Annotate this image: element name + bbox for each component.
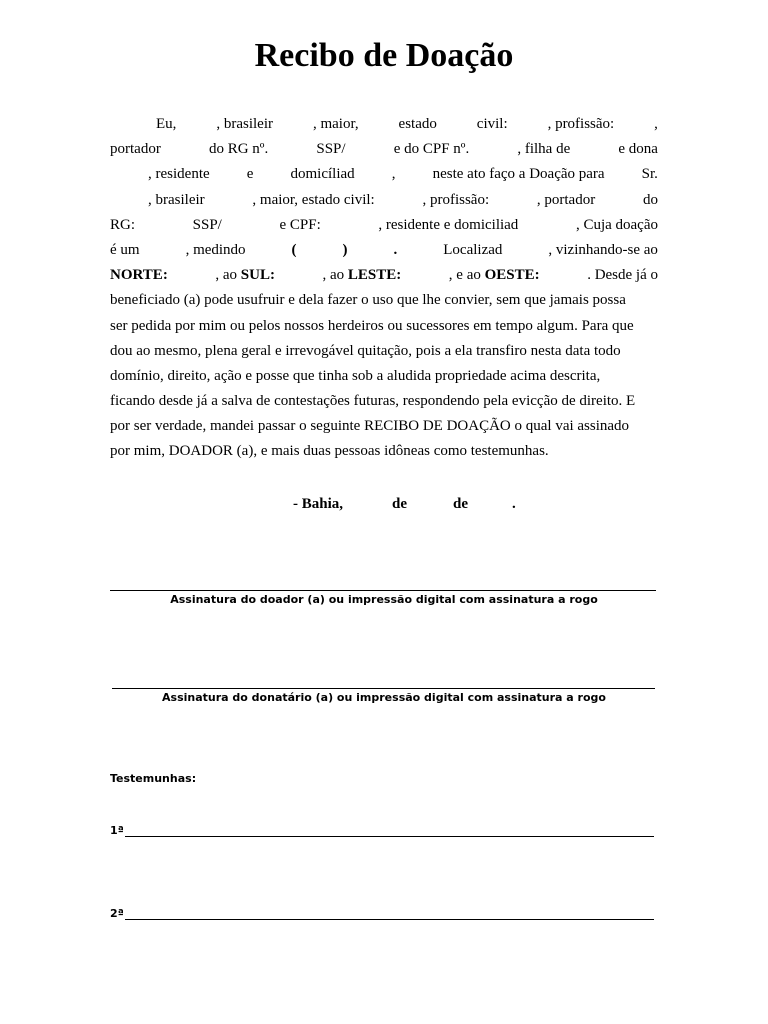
witnesses-label: Testemunhas: [110,772,197,785]
body-line: por mim, DOADOR (a), e mais duas pessoas idôneas como testemunhas. [110,443,549,460]
body-line: ser pedida por mim ou pelos nossos herdeiros ou sucessores em tempo algum. Para que [110,317,634,334]
body-line: dou ao mesmo, plena geral e irrevogável quitação, pois a ela transfiro nesta data todo [110,342,621,359]
body-line: NORTE: , ao SUL: , ao LESTE: , e ao OESTE: . Desde já o [110,267,658,284]
witness-2-line [110,905,654,923]
donor-signature-line [110,590,656,591]
date-place-line: - Bahia, de de . [293,496,516,512]
donee-signature-line [112,688,655,689]
body-line: beneficiado (a) pode usufruir e dela fazer o uso que lhe convier, sem que jamais possa [110,292,626,309]
donee-signature-caption: Assinatura do donatário (a) ou impressão digital com assinatura a rogo [162,691,606,704]
body-line: , residente e domicíliad , neste ato faço a Doação para Sr. [148,166,658,183]
body-line: ficando desde já a salva de contestações futuras, respondendo pela evicção de direito. E [110,393,636,410]
witness-1-number: 1ª [110,824,124,837]
witness-2-number: 2ª [110,907,124,920]
body-line: é um , medindo ( ) . Localizad , vizinhando-se ao [110,241,658,258]
document-title: Recibo de Doação [254,37,514,74]
body-line: portador do RG nº. SSP/ e do CPF nº. , filha de e dona [110,141,658,158]
body-line: , brasileir , maior, estado civil: , profissão: , portador do [148,191,658,208]
body-line: Eu, , brasileir , maior, estado civil: , profissão: , [156,116,658,132]
donor-signature-caption: Assinatura do doador (a) ou impressão digital com assinatura a rogo [170,593,598,606]
body-line: por ser verdade, mandei passar o seguinte RECIBO DE DOAÇÃO o qual vai assinado [110,418,630,435]
donation-body-text [110,112,658,465]
body-line: domínio, direito, ação e posse que tinha sob a aludida propriedade acima descrita, [110,367,601,384]
witness-2-rule [125,919,654,920]
body-line: RG: SSP/ e CPF: , residente e domiciliad , Cuja doação [110,216,658,233]
witness-1-rule [125,836,654,837]
witness-1-line [110,822,654,840]
